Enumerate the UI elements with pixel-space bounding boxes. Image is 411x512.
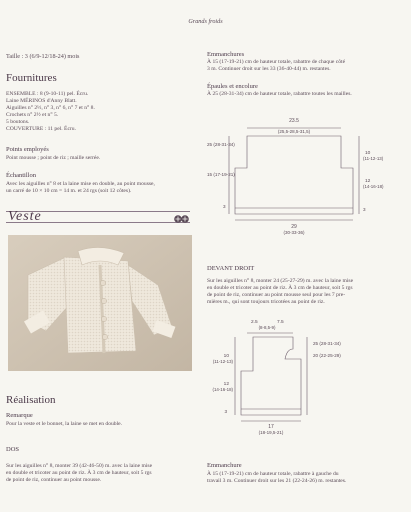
emmanchures-line: 3 m. Continuer droit sur les 33 (36-40-44) m. restantes.: [207, 66, 331, 72]
back-right-lower-sizes: (14-16-18): [363, 184, 384, 189]
realisation-heading: Réalisation: [6, 394, 56, 406]
devant-line: Sur les aiguilles n° 8, monter 24 (25-27-29) m. avec la laine mise: [207, 278, 354, 284]
back-rib-left: 3: [223, 204, 226, 209]
front-right-lower: 20 (22-25-29): [313, 353, 341, 358]
fournitures-list: [6, 91, 95, 133]
echantillon-heading: Échantillon: [6, 172, 36, 179]
dos-text: [6, 463, 152, 484]
back-left-lower: 15 (17-19-21): [207, 172, 235, 177]
double-ball-icon: [174, 211, 190, 229]
front-bottom-width-sizes: (18-19,5-21): [258, 430, 284, 435]
emmanchure-text: [207, 471, 346, 485]
jacket-photo: [8, 235, 192, 371]
devant-heading: DEVANT DROIT: [207, 265, 255, 272]
back-top-width-sizes: (25,5-28,5-31,5): [277, 129, 311, 134]
emmanchure-line: travail 3 m. Continuer droit sur les 21 (22-24-26) m. restantes.: [207, 478, 347, 484]
front-top-sizes: (8-8,5-9): [258, 325, 276, 330]
epaules-heading: Épaules et encolure: [207, 83, 258, 90]
emmanchure-heading: Emmanchure: [207, 462, 242, 469]
dos-heading: DOS: [6, 446, 20, 453]
dos-line: Sur les aiguilles n° 8, monter 39 (42-46-50) m. avec la laine mise: [6, 463, 153, 469]
devant-line: mières m., qui sont toujours tricotées au point de riz.: [207, 299, 325, 305]
fournitures-heading: Fournitures: [6, 72, 57, 84]
back-right-upper: 10: [365, 151, 371, 156]
devant-text: [207, 278, 353, 306]
back-right-upper-sizes: (11-12-13): [363, 156, 384, 161]
veste-title: Veste: [8, 209, 42, 224]
back-left-upper: 25 (28-31-34): [207, 142, 235, 147]
front-left-upper: 10: [223, 354, 229, 359]
fournitures-line: Laine MÉRINOS d'Anny Blatt.: [6, 98, 77, 104]
front-top-left: 2.5: [251, 320, 258, 325]
emmanchures-text: [207, 59, 345, 73]
echantillon-line: Avec les aiguilles n° 8 et la laine mise en double, au point mousse,: [6, 181, 155, 187]
back-diagram: [205, 112, 405, 247]
fournitures-line: COUVERTURE : 11 pel. Écru.: [6, 126, 76, 132]
front-rib-left: 3: [224, 409, 227, 414]
size-line: Taille : 3 (6/9-12/18-24) mois: [6, 53, 80, 60]
back-right-lower: 12: [365, 179, 371, 184]
back-bottom-width: 29: [291, 224, 297, 230]
devant-line: en double et tricoter au point de riz. À 3 cm de hauteur, soit 5 rgs: [207, 285, 353, 291]
dos-line: de point de riz, continuer au point mousse.: [6, 477, 102, 483]
back-top-width: 23.5: [289, 118, 299, 124]
points-text: Point mousse ; point de riz ; maille serrée.: [6, 155, 101, 161]
front-top-right: 7.5: [277, 320, 284, 325]
front-left-lower-sizes: (14-16-18): [212, 387, 233, 392]
front-right-upper: 25 (28-31-34): [313, 341, 341, 346]
fournitures-line: ENSEMBLE : 8 (9-10-11) pel. Écru.: [6, 91, 89, 97]
fournitures-line: Aiguilles n° 2½, n° 3, n° 6, n° 7 et n° 8.: [6, 105, 95, 111]
emmanchures-line: À 15 (17-19-21) cm de hauteur totale, rabattre de chaque côté: [207, 59, 346, 65]
front-bottom-width: 17: [268, 424, 274, 430]
echantillon-text: [6, 181, 155, 195]
remarque-text: Pour la veste et le bonnet, la laine se met en double.: [6, 421, 123, 427]
front-left-upper-sizes: (11-12-13): [212, 359, 233, 364]
emmanchures-heading: Emmanchures: [207, 51, 245, 58]
epaules-text: À 25 (28-31-34) cm de hauteur totale, rabattre toutes les mailles.: [207, 91, 352, 97]
emmanchure-line: À 15 (17-19-21) cm de hauteur totale, rabattre à gauche du: [207, 471, 339, 477]
front-diagram: [205, 315, 405, 445]
points-heading: Points employés: [6, 146, 49, 153]
fournitures-line: 5 boutons.: [6, 119, 30, 125]
echantillon-line: un carré de 10 × 10 cm = 14 m. et 24 rgs (soit 12 côtes).: [6, 188, 132, 194]
front-left-lower: 12: [223, 382, 229, 387]
fournitures-line: Crochets n° 2½ et n° 5.: [6, 112, 59, 118]
page-title: Grands froids: [188, 18, 223, 25]
back-bottom-width-sizes: (30-33-36): [283, 230, 305, 235]
dos-line: en double et tricoter au point de riz. À 3 cm de hauteur, soit 5 rgs: [6, 470, 152, 476]
back-rib-right: 3: [363, 207, 366, 212]
devant-line: de point de riz, continuer au point mousse seul pour les 7 pre-: [207, 292, 346, 298]
remarque-heading: Remarque: [6, 412, 33, 419]
